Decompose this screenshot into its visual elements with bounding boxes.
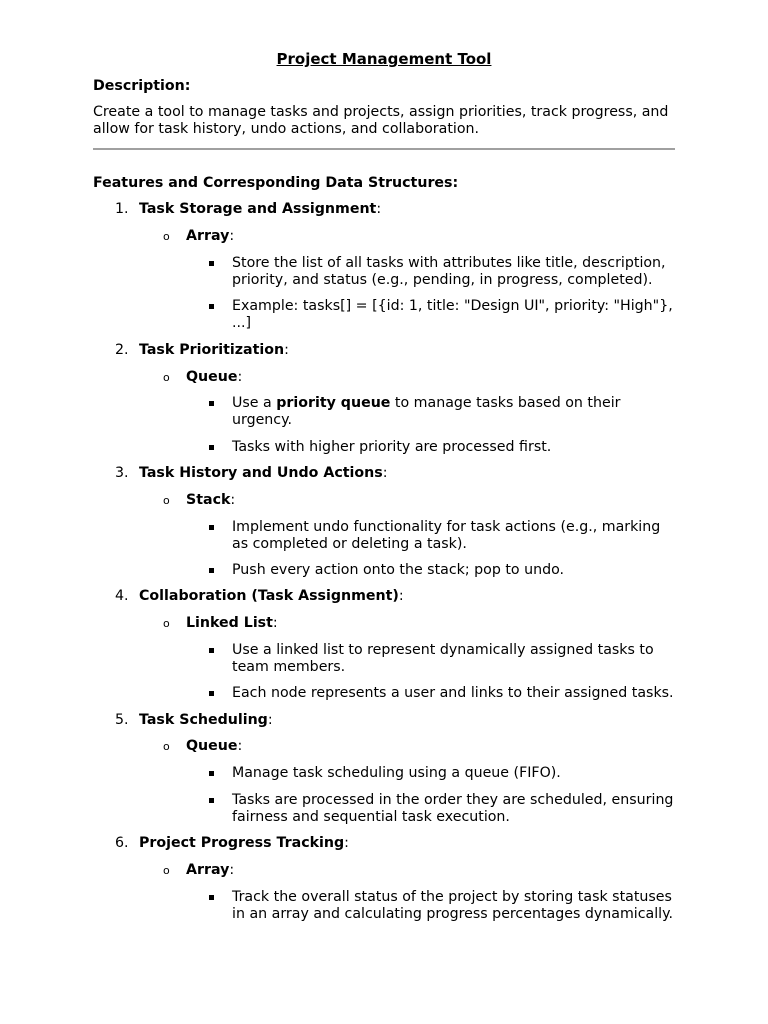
bullet-item: [209, 792, 679, 826]
circle-bullet-icon: o: [163, 371, 170, 384]
circle-bullet-icon: o: [163, 740, 170, 753]
square-bullet-icon: [209, 304, 214, 309]
sub-item-colon: :: [230, 492, 236, 508]
sub-item-label: Stack: [186, 492, 231, 508]
circle-bullet-icon: o: [163, 864, 170, 877]
bullet-text: Implement undo functionality for task actions (e.g., marking as completed or deleting a task).: [232, 519, 661, 552]
section-label: Task Storage and Assignment: [139, 201, 377, 217]
bullet-item: [209, 765, 679, 782]
circle-bullet-icon: o: [163, 494, 170, 507]
bullet-item: [209, 439, 679, 456]
square-bullet-icon: [209, 895, 214, 900]
section-item-task-storage: [115, 201, 381, 217]
bullet-item: [209, 519, 679, 553]
sub-item-label: Queue: [186, 738, 238, 754]
bullet-item: [209, 642, 679, 676]
section-item-collaboration: [115, 588, 404, 604]
bullet-text: Track the overall status of the project by storing task statuses in an array and calculating progress percentages dynamically.: [232, 889, 673, 922]
sub-item-stack: [163, 492, 235, 508]
section-label: Collaboration (Task Assignment): [139, 588, 399, 604]
sub-item-label: Array: [186, 228, 230, 244]
section-colon: :: [376, 201, 382, 217]
square-bullet-icon: [209, 568, 214, 573]
bullet-text: Tasks with higher priority are processed first.: [232, 439, 552, 455]
square-bullet-icon: [209, 798, 214, 803]
sub-item-array: [163, 228, 234, 244]
section-colon: :: [267, 712, 273, 728]
bullet-item: [209, 685, 679, 702]
section-label: Task Prioritization: [139, 342, 285, 358]
bullet-item: [209, 889, 679, 923]
sub-item-colon: :: [229, 862, 235, 878]
section-number: 4.: [115, 588, 129, 604]
section-colon: :: [284, 342, 289, 358]
section-colon: :: [398, 588, 404, 604]
section-number: 3.: [115, 465, 129, 481]
bullet-text: Use a priority queue to manage tasks based on their urgency.: [232, 395, 621, 428]
bullet-text: Use a linked list to represent dynamically assigned tasks to team members.: [232, 642, 654, 675]
bullet-text: Manage task scheduling using a queue (FIFO).: [232, 765, 561, 781]
square-bullet-icon: [209, 525, 214, 530]
section-label: Project Progress Tracking: [139, 835, 345, 851]
description-heading: Description:: [93, 78, 191, 94]
sub-item-linked-list: [163, 615, 278, 631]
section-number: 6.: [115, 835, 129, 851]
bullet-text: Example: tasks[] = [{id: 1, title: "Design UI", priority: "High"}, ...]: [232, 298, 673, 331]
section-item-progress-tracking: [115, 835, 349, 851]
features-heading: Features and Corresponding Data Structures:: [93, 175, 459, 191]
sub-item-label: Queue: [186, 369, 238, 385]
sub-item-queue: [163, 369, 242, 385]
section-number: 1.: [115, 201, 129, 217]
bullet-item: [209, 298, 679, 332]
bullet-text: Push every action onto the stack; pop to undo.: [232, 562, 565, 578]
sub-item-label: Array: [186, 862, 230, 878]
circle-bullet-icon: o: [163, 617, 170, 630]
sub-item-colon: :: [237, 738, 243, 754]
sub-item-queue: [163, 738, 242, 754]
description-text: Create a tool to manage tasks and projects, assign priorities, track progress, and allow for task history, undo actions, and collaboration.: [93, 104, 669, 137]
square-bullet-icon: [209, 261, 214, 266]
sub-item-colon: :: [237, 369, 243, 385]
square-bullet-icon: [209, 771, 214, 776]
section-item-task-history: [115, 465, 387, 481]
section-item-task-scheduling: [115, 712, 273, 728]
sub-item-array: [163, 862, 234, 878]
section-number: 5.: [115, 712, 129, 728]
section-colon: :: [382, 465, 388, 481]
section-colon: :: [344, 835, 349, 851]
bullet-text: Store the list of all tasks with attributes like title, description, priority, and status (e.g., pending, in progress, completed).: [232, 255, 666, 288]
circle-bullet-icon: o: [163, 230, 170, 243]
section-label: Task History and Undo Actions: [139, 465, 383, 481]
section-label: Task Scheduling: [139, 712, 268, 728]
square-bullet-icon: [209, 648, 214, 653]
bullet-item: [209, 562, 679, 579]
bullet-item: [209, 255, 679, 289]
sub-item-colon: :: [229, 228, 235, 244]
square-bullet-icon: [209, 445, 214, 450]
bullet-item: [209, 395, 679, 429]
bullet-text: Tasks are processed in the order they are scheduled, ensuring fairness and sequential task execution.: [232, 792, 674, 825]
bullet-text: Each node represents a user and links to their assigned tasks.: [232, 685, 674, 701]
square-bullet-icon: [209, 401, 214, 406]
sub-item-label: Linked List: [186, 615, 273, 631]
horizontal-rule: [93, 148, 675, 150]
section-item-task-prioritization: [115, 342, 289, 358]
page-title: Project Management Tool: [276, 50, 492, 68]
sub-item-colon: :: [272, 615, 278, 631]
square-bullet-icon: [209, 691, 214, 696]
section-number: 2.: [115, 342, 129, 358]
